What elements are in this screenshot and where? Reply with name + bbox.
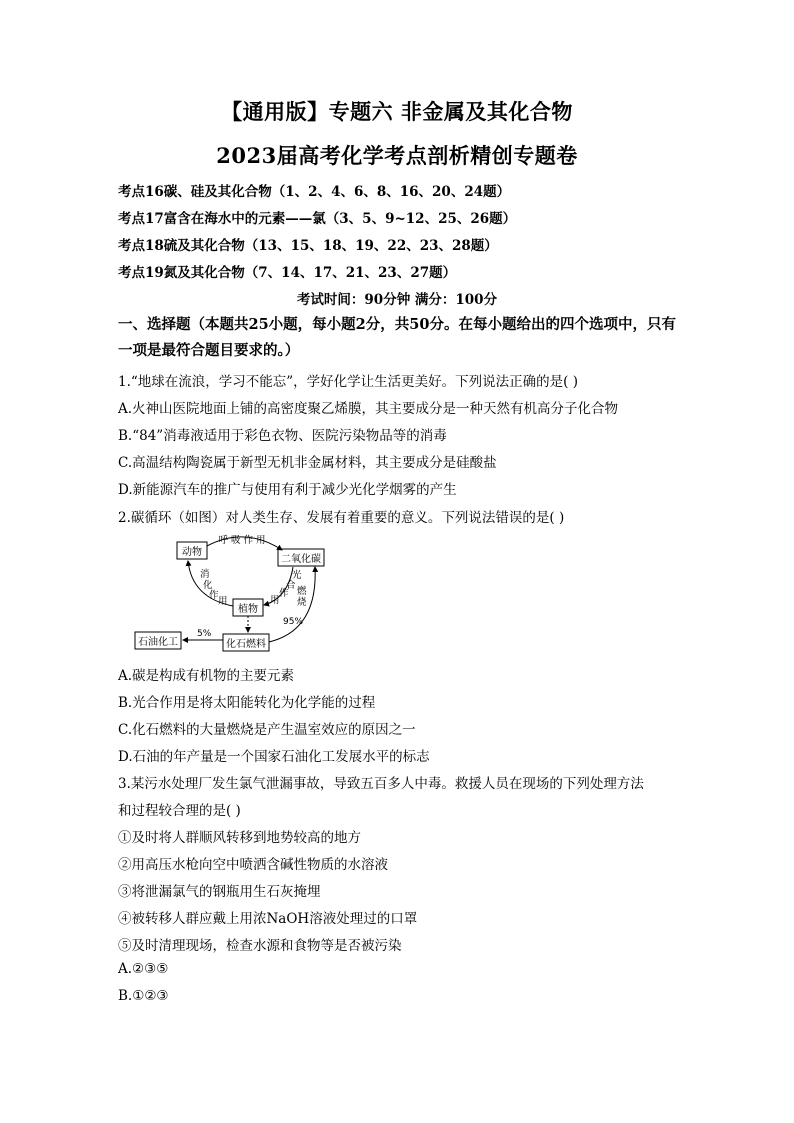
combustion-char-2: 烧 (297, 597, 307, 608)
q1-option-c: C.高温结构陶瓷属于新型无机非金属材料，其主要成分是硅酸盐 (118, 455, 497, 471)
photosynthesis-char-1: 光 (292, 570, 302, 581)
q2-option-a: A.碳是构成有机物的主要元素 (118, 668, 295, 684)
photosynthesis-char-4: 用 (270, 595, 280, 606)
q3-option-a: A.②③⑤ (118, 961, 169, 977)
kaodian-18: 考点18硫及其化合物（13、15、18、19、22、23、28题） (118, 238, 498, 254)
q2-option-c: C.化石燃料的大量燃烧是产生温室效应的原因之一 (118, 722, 416, 738)
q3-item-3: ③将泄漏氯气的钢瓶用生石灰掩埋 (118, 884, 321, 900)
pct-5-label: 5% (197, 629, 212, 639)
petro-label: 石油化工 (138, 637, 178, 648)
digestion-char-2: 化 (203, 580, 213, 591)
q3-stem-line2: 和过程较合理的是( ) (118, 803, 241, 819)
q3-stem-line1: 3.某污水处理厂发生氯气泄漏事故，导致五百多人中毒。救援人员在现场的下列处理方法 (118, 776, 644, 792)
respiration-label: 呼 吸 作 用 (218, 535, 266, 546)
page-subtitle: 2023届高考化学考点剖析精创专题卷 (216, 143, 578, 168)
q2-stem: 2.碳循环（如图）对人类生存、发展有着重要的意义。下列说法错误的是( ) (118, 510, 565, 526)
q2-option-b: B.光合作用是将太阳能转化为化学能的过程 (118, 695, 376, 711)
plant-label: 植物 (238, 604, 258, 615)
kaodian-17: 考点17富含在海水中的元素——氯（3、5、9~12、25、26题） (118, 211, 517, 227)
q1-option-d: D.新能源汽车的推广与使用有利于减少光化学烟雾的产生 (118, 482, 457, 498)
co2-label: 二氧化碳 (281, 554, 321, 565)
digestion-char-4: 用 (218, 596, 228, 607)
q3-option-b: B.①②③ (118, 988, 169, 1004)
pct-95-label: 95% (283, 617, 304, 627)
digestion-char-3: 作 (209, 590, 219, 601)
section-heading-line1: 一、选择题（本题共25小题，每小题2分，共50分。在每小题给出的四个选项中，只有 (118, 316, 676, 333)
q3-item-4: ④被转移人群应戴上用浓NaOH溶液处理过的口罩 (118, 911, 418, 927)
q1-option-a: A.火神山医院地面上铺的高密度聚乙烯膜，其主要成分是一种天然有机高分子化合物 (118, 401, 619, 417)
digestion-char-1: 消 (200, 569, 210, 580)
q3-item-5: ⑤及时清理现场，检查水源和食物等是否被污染 (118, 938, 402, 954)
fossil-label: 化石燃料 (226, 639, 266, 650)
q3-item-1: ①及时将人群顺风转移到地势较高的地方 (118, 830, 361, 846)
q3-item-2: ②用高压水枪向空中喷洒含碱性物质的水溶液 (118, 857, 388, 873)
kaodian-19: 考点19氮及其化合物（7、14、17、21、23、27题） (118, 265, 457, 281)
carbon-cycle-diagram (130, 532, 330, 656)
exam-info: 考试时间：90分钟 满分：100分 (296, 292, 498, 308)
animal-label: 动物 (182, 547, 202, 558)
section-heading-line2: 一项是最符合题目要求的。） (118, 342, 300, 359)
kaodian-16: 考点16碳、硅及其化合物（1、2、4、6、8、16、20、24题） (118, 184, 511, 200)
page-title: 【通用版】专题六 非金属及其化合物 (221, 99, 573, 124)
combustion-char-1: 燃 (297, 586, 307, 597)
photosynthesis-char-2: 合 (286, 580, 296, 591)
q1-stem: 1.“地球在流浪，学习不能忘”，学好化学让生活更美好。下列说法正确的是( ) (118, 374, 579, 390)
q2-option-d: D.石油的年产量是一个国家石油化工发展水平的标志 (118, 749, 430, 765)
photosynthesis-char-3: 作 (279, 588, 289, 599)
q1-option-b: B.“84”消毒液适用于彩色衣物、医院污染物品等的消毒 (118, 428, 447, 444)
